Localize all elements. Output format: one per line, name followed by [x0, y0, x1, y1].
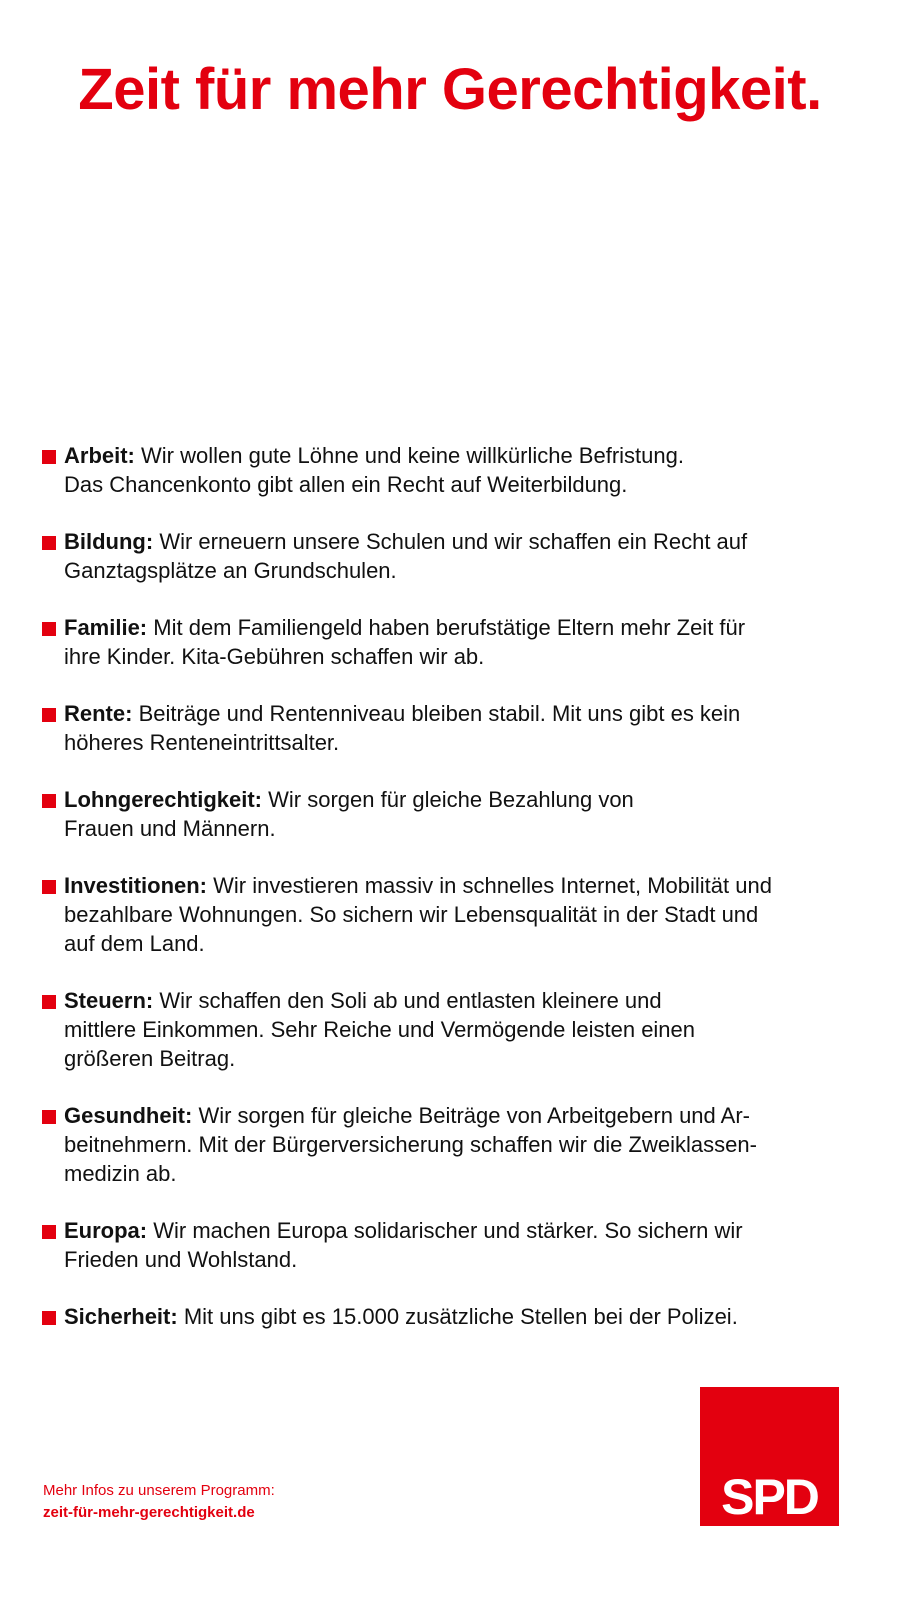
program-point	[42, 785, 852, 843]
point-text-line: Das Chancenkonto gibt allen ein Recht auf Weiterbildung.	[64, 472, 628, 497]
point-title: Rente:	[64, 701, 133, 726]
point-text-line: Wir machen Europa solidarischer und stärker. So sichern wir	[153, 1218, 743, 1243]
point-text-line: Wir wollen gute Löhne und keine willkürliche Befristung.	[141, 443, 684, 468]
program-point	[42, 1302, 852, 1331]
point-title: Familie:	[64, 615, 148, 640]
point-title: Europa:	[64, 1218, 148, 1243]
bullet-square-icon	[42, 794, 56, 808]
point-text-line: größeren Beitrag.	[64, 1046, 236, 1071]
program-point	[42, 871, 852, 958]
point-text-line: bezahlbare Wohnungen. So sichern wir Lebensqualität in der Stadt und	[64, 902, 759, 927]
point-title: Arbeit:	[64, 443, 135, 468]
program-point	[42, 986, 852, 1073]
program-points-list	[42, 441, 852, 1359]
point-text-line: Wir schaffen den Soli ab und entlasten kleinere und	[159, 988, 662, 1013]
footer-url-link[interactable]: zeit-für-mehr-gerechtigkeit.de	[43, 1504, 255, 1521]
point-text-line: Mit dem Familiengeld haben berufstätige Eltern mehr Zeit für	[153, 615, 746, 640]
program-point	[42, 699, 852, 757]
bullet-square-icon	[42, 622, 56, 636]
point-text-line: ihre Kinder. Kita-Gebühren schaffen wir ab.	[64, 644, 485, 669]
point-text-line: Wir erneuern unsere Schulen und wir schaffen ein Recht auf	[159, 529, 748, 554]
point-title: Investitionen:	[64, 873, 208, 898]
bullet-square-icon	[42, 536, 56, 550]
bullet-square-icon	[42, 880, 56, 894]
point-text-line: Mit uns gibt es 15.000 zusätzliche Stellen bei der Polizei.	[183, 1304, 738, 1329]
point-text-line: Frauen und Männern.	[64, 816, 276, 841]
point-title: Lohngerechtigkeit:	[64, 787, 263, 812]
point-text-line: Wir sorgen für gleiche Beiträge von Arbeitgebern und Ar-	[198, 1103, 750, 1128]
bullet-square-icon	[42, 995, 56, 1009]
point-text-line: beitnehmern. Mit der Bürgerversicherung schaffen wir die Zweiklassen-	[64, 1132, 757, 1157]
program-point	[42, 1216, 852, 1274]
bullet-square-icon	[42, 708, 56, 722]
point-text-line: medizin ab.	[64, 1161, 177, 1186]
point-text-line: Ganztagsplätze an Grundschulen.	[64, 558, 397, 583]
point-text-line: Frieden und Wohlstand.	[64, 1247, 298, 1272]
bullet-square-icon	[42, 450, 56, 464]
point-text-line: höheres Renteneintrittsalter.	[64, 730, 340, 755]
point-title: Bildung:	[64, 529, 154, 554]
point-text-line: mittlere Einkommen. Sehr Reiche und Vermögende leisten einen	[64, 1017, 696, 1042]
point-text-line: auf dem Land.	[64, 931, 205, 956]
program-point	[42, 527, 852, 585]
point-text-line: Beiträge und Rentenniveau bleiben stabil. Mit uns gibt es kein	[138, 701, 741, 726]
point-text-line: Wir investieren massiv in schnelles Internet, Mobilität und	[213, 873, 772, 898]
program-point	[42, 613, 852, 671]
spd-logo-text: SPD	[721, 1469, 818, 1525]
point-title: Sicherheit:	[64, 1304, 178, 1329]
headline: Zeit für mehr Gerechtigkeit.	[78, 57, 822, 122]
bullet-square-icon	[42, 1225, 56, 1239]
bullet-square-icon	[42, 1110, 56, 1124]
point-title: Steuern:	[64, 988, 154, 1013]
spd-logo	[700, 1387, 839, 1526]
bullet-square-icon	[42, 1311, 56, 1325]
point-text-line: Wir sorgen für gleiche Bezahlung von	[268, 787, 634, 812]
program-point	[42, 1101, 852, 1188]
footer-info	[43, 1480, 275, 1524]
footer-info-text: Mehr Infos zu unserem Programm:	[43, 1482, 275, 1499]
program-point	[42, 441, 852, 499]
point-title: Gesundheit:	[64, 1103, 193, 1128]
